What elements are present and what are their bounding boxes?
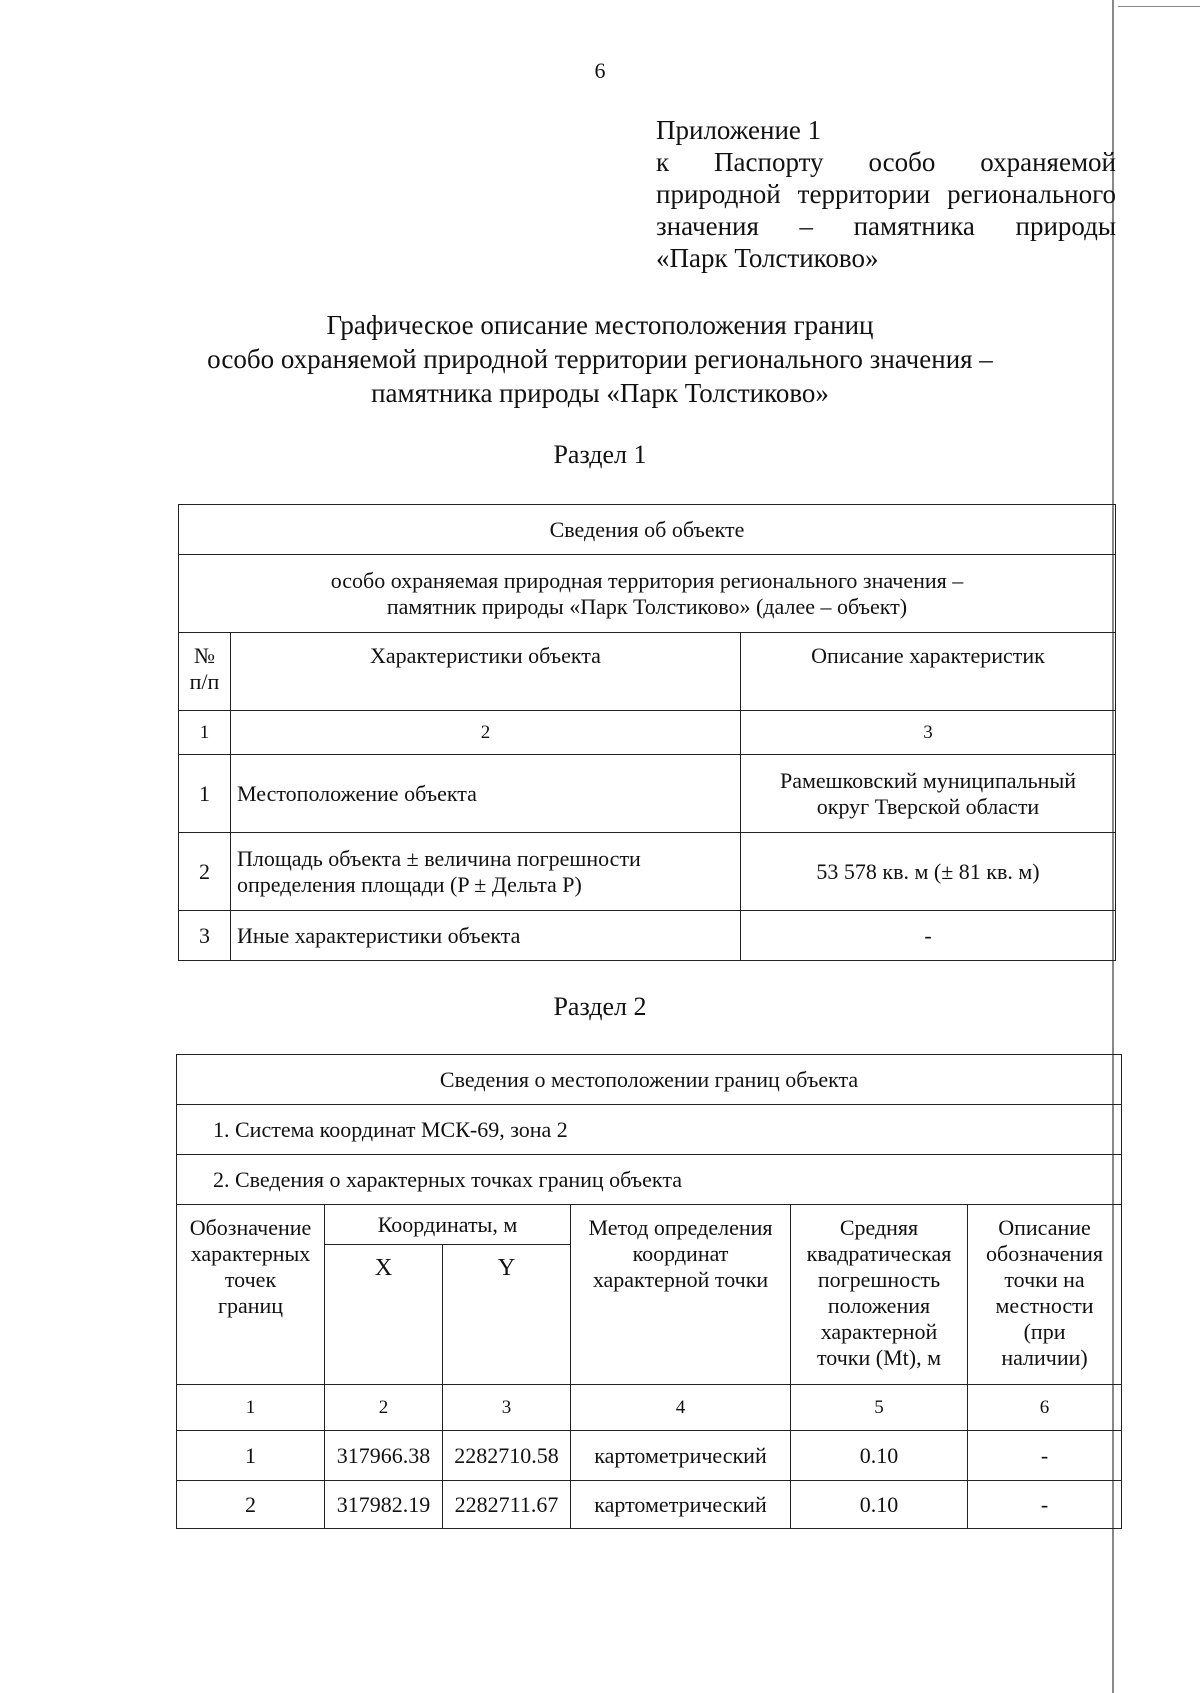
point-y: 2282711.67 [443,1481,571,1529]
section2-heading: Раздел 2 [553,992,647,1021]
col-index: 1 [177,1385,325,1431]
col-index: 1 [179,711,231,755]
row-characteristic [231,833,741,911]
header-line: наличии) [1001,1345,1088,1370]
header-line: Обозначение [189,1215,312,1240]
row-number: 1 [179,755,231,833]
point-description: - [968,1481,1122,1529]
col-characteristics-header: Характеристики объекта [231,633,741,711]
col-description-header: Описание характеристик [741,633,1116,711]
boundary-points-table [176,1054,1122,1529]
header-line: Метод определения [588,1215,773,1240]
header-line: Средняя [839,1215,919,1240]
col-index: 5 [791,1385,968,1431]
appendix-line: значения – памятника природы [656,211,1116,241]
page-number: 6 [594,58,606,83]
col-coordinates-header: Координаты, м [325,1205,571,1245]
table-row [179,833,1116,911]
row-value: 53 578 кв. м (± 81 кв. м) [741,833,1116,911]
col-error-header [791,1205,968,1385]
appendix-line: природной территории регионального [656,179,1116,209]
point-x: 317982.19 [325,1481,443,1529]
point-number: 2 [177,1481,325,1529]
row-characteristic-line: определения площади (P ± Дельта P) [237,871,582,897]
col-y-header: Y [443,1245,571,1385]
header-line: характерных [190,1241,311,1266]
coordinate-system: 1. Система координат МСК-69, зона 2 [177,1105,1122,1155]
row-characteristic: Местоположение объекта [231,755,741,833]
section1-heading: Раздел 1 [553,440,647,469]
document-title [0,308,1200,410]
header-line: Описание [998,1215,1091,1240]
col-num-line: п/п [189,669,220,694]
appendix-block [656,114,1116,274]
row-value-line: Рамешковский муниципальный [779,767,1077,793]
col-description-header [968,1205,1122,1385]
row-characteristic-line: Площадь объекта ± величина погрешности [237,845,641,871]
table-header: Сведения о местоположении границ объекта [177,1055,1122,1105]
title-line: Графическое описание местоположения границ [326,310,874,340]
col-x-header: X [325,1245,443,1385]
col-designation-header [177,1205,325,1385]
col-index: 2 [325,1385,443,1431]
header-line: характерной [820,1319,938,1344]
object-name-cell [179,555,1116,633]
object-name-line: памятник природы «Парк Толстиково» (далее – объект) [386,593,908,619]
header-line: координат [632,1241,729,1266]
point-y: 2282710.58 [443,1431,571,1481]
row-number: 2 [179,833,231,911]
col-num-header [179,633,231,711]
title-line: памятника природы «Парк Толстиково» [371,378,829,408]
row-characteristic: Иные характеристики объекта [231,911,741,961]
header-line: местности [995,1293,1094,1318]
header-line: точек [224,1267,277,1292]
row-value-line: округ Тверской области [816,793,1040,819]
header-line: границ [217,1293,284,1318]
row-value: - [741,911,1116,961]
point-method: картометрический [571,1431,791,1481]
header-line: характерной точки [592,1267,769,1292]
row-number: 3 [179,911,231,961]
col-index: 4 [571,1385,791,1431]
scan-edge-line [1118,6,1200,7]
table-row [177,1481,1122,1529]
point-description: - [968,1431,1122,1481]
header-line: (при [1023,1319,1066,1344]
point-method: картометрический [571,1481,791,1529]
col-num-line: № [194,643,215,668]
table-header: Сведения об объекте [179,505,1116,555]
point-x: 317966.38 [325,1431,443,1481]
header-line: положения [827,1293,931,1318]
col-index: 3 [741,711,1116,755]
appendix-line: к Паспорту особо охраняемой [656,147,1116,177]
points-info-heading: 2. Сведения о характерных точках границ объекта [177,1155,1122,1205]
row-value [741,755,1116,833]
object-name-line: особо охраняемая природная территория регионального значения – [330,567,964,593]
title-line: особо охраняемой природной территории регионального значения – [207,344,993,374]
table-row [179,911,1116,961]
col-index: 6 [968,1385,1122,1431]
col-index: 2 [231,711,741,755]
col-index: 3 [443,1385,571,1431]
header-line: квадратическая [806,1241,952,1266]
col-method-header [571,1205,791,1385]
point-error: 0.10 [791,1481,968,1529]
header-line: погрешность [817,1267,941,1292]
header-line: точки на [1004,1267,1085,1292]
table-row [177,1431,1122,1481]
point-number: 1 [177,1431,325,1481]
header-line: обозначения [986,1241,1104,1266]
object-info-table [178,504,1116,961]
appendix-line: Приложение 1 [656,115,822,145]
table-row [179,755,1116,833]
point-error: 0.10 [791,1431,968,1481]
header-line: точки (Mt), м [816,1345,942,1370]
appendix-line: «Парк Толстиково» [656,243,879,273]
